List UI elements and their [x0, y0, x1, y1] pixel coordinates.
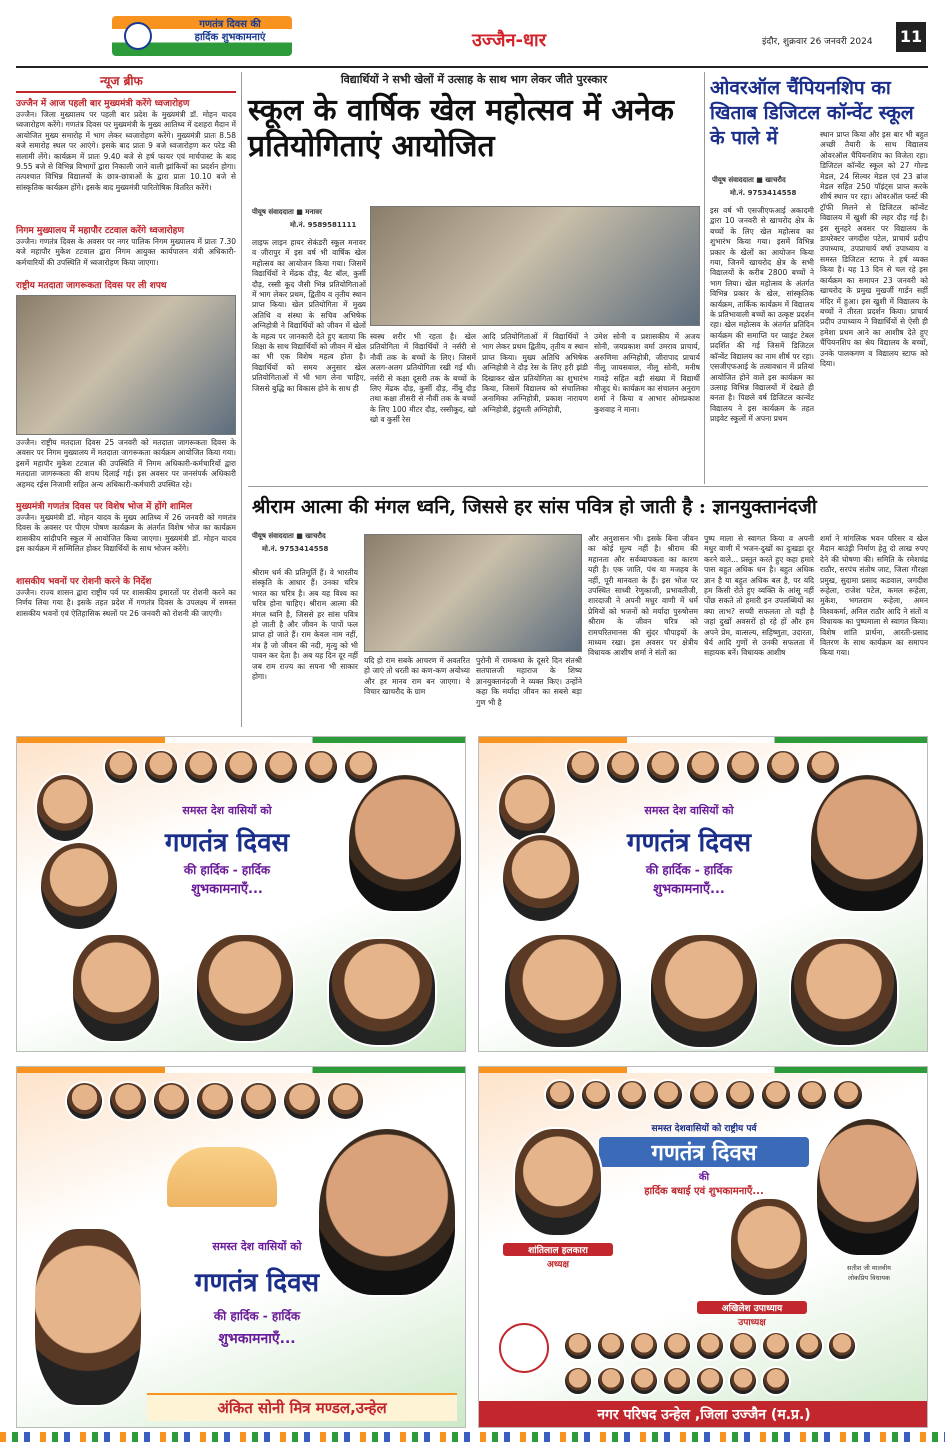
- brief-item: [16, 99, 236, 224]
- leader-portrait: [108, 1081, 147, 1121]
- sponsor-portrait: [33, 1227, 143, 1407]
- ad-sponsor: नगर परिषद उन्हेल ,जिला उज्जैन (म.प्र.): [479, 1401, 928, 1428]
- leader-portrait: [789, 937, 899, 1047]
- leader-portrait: [501, 833, 581, 923]
- councillor-portrait: [761, 1331, 791, 1361]
- page-number: 11: [896, 22, 926, 52]
- leader-portrait: [796, 1079, 828, 1111]
- story-divider: [248, 486, 928, 487]
- voter-pledge-photo: [16, 295, 236, 435]
- leader-portraits: [103, 749, 403, 791]
- story-column: शर्मा ने मांगलिक भवन परिसर व खेल मैदान बाउंड्री निर्माण हेतु दो लाख रुपए देने की घोषणा की। समिति के रमेशचंद्र राठौर, सरपंच संतोष जाट, जिला गौरक्षा प्रमुख, सुदामा प्रसाद कडवाल, जगदीश रूहेला, राजेश पटेल, कमल रूहेला, मुकेश, भगतराम रूहेला, अमन विश्वकर्मा, अनिल राठौर आदि ने संतों व विधायक का पुष्पमाला से स्वागत किया। विशेष शांति प्रार्थना, आरती-प्रसाद वितरण के साथ कार्यक्रम का समापन किया गया।: [820, 534, 928, 658]
- councillor-portrait: [695, 1331, 725, 1361]
- story-championship-headline: ओवरऑल चैंपियनशिप का खिताब डिजिटल कॉन्वेंट स्कूल के पाले में: [710, 77, 914, 149]
- leader-portrait: [35, 773, 95, 843]
- section-title: उज्जैन-धार: [472, 30, 547, 51]
- story-column: स्वस्थ शरीर भी रहता है। खेल प्रतियोगिता में विद्यार्थियों ने नर्सरी से नौवीं तक के बच्चों के लिए। जिसमें अलग-अलग प्रतियोगिता रखी गई थी। नर्सरी से कक्षा दूसरी तक के बच्चों के लिए मेंढक दौड़, कुर्सी दौड़, नींबू दौड़ तथा कक्षा तीसरी से नौवीं तक के बच्चों के लिए 100 मीटर दौड़, रस्सीकूद, खो खो व कुर्सी रेस: [370, 332, 476, 425]
- masthead-greeting: [170, 18, 290, 44]
- story-phone: मो.नं. 9589581111: [290, 221, 357, 229]
- leader-portrait: [805, 749, 841, 785]
- leader-portrait: [649, 933, 759, 1049]
- councillor-portrait: [662, 1331, 692, 1361]
- leader-portrait: [71, 933, 161, 1043]
- story-kicker: विद्यार्थियों ने सभी खेलों में उत्साह के साथ भाग लेकर जीते पुरस्कार: [340, 73, 608, 86]
- story-headline: स्कूल के वार्षिक खेल महोत्सव में अनेक प्रतियोगिताएं आयोजित: [248, 93, 674, 164]
- councillor-portrait: [761, 1366, 791, 1396]
- tricolor-stripe: [17, 737, 465, 743]
- brief-body: उज्जैन। मुख्यमंत्री डॉ. मोहन यादव के मुख्य आतिथ्य में 26 जनवरी को गणतंत्र दिवस के अवसर पर पीएम पोषण कार्यक्रम के अंतर्गत विशेष भोज का कार्यक्रम शासकीय सांदीपनि स्कूल में आयोजित किया जाएगा। मुख्यमंत्री डॉ. मोहन यादव इस कार्यक्रम में सम्मिलित होकर विद्यार्थियों के साथ भोजन करेंगे।: [16, 513, 236, 554]
- republic-day-ad: [16, 1066, 466, 1428]
- leader-portrait: [195, 1081, 234, 1121]
- leader-portrait: [103, 749, 139, 785]
- column-divider: [704, 72, 705, 484]
- story-column: श्रीराम धर्म की प्रतिमूर्ति हैं। वे भारतीय संस्कृति के आधार हैं। उनका चरित्र भारत का चरित्र है। अब यह विश्व का चरित्र होना चाहिए। श्रीराम आत्मा की मंगल ध्वनि है, जिससे हर सांस पवित्र हो जाती है और जीवन के पापों फल प्राप्त हो जाते हैं। राम केवल नाम नहीं, मंत्र है जो जीवन की नदी, मृत्यु को भी पावन कर देता है। अब यह दिन दूर नहीं जब राम राज्य का सपना भी साकार होगा।: [252, 568, 358, 682]
- leader-portraits: [65, 1081, 365, 1127]
- republic-day-ad: [16, 736, 466, 1052]
- nagar-parishad-ad: [478, 1066, 928, 1428]
- leader-portrait: [263, 749, 299, 785]
- news-brief-label: न्यूज ब्रीफ: [16, 72, 236, 93]
- ad-line-2: की हार्दिक - हार्दिक: [213, 1309, 301, 1323]
- ashoka-chakra-icon: [124, 22, 152, 50]
- leader-portrait: [343, 749, 379, 785]
- councillor-portrait: [827, 1331, 857, 1361]
- leader-portrait: [239, 1081, 278, 1121]
- chairman-role: अध्यक्ष: [547, 1260, 569, 1270]
- councillor-portrait: [728, 1331, 758, 1361]
- councillor-portrait: [596, 1331, 626, 1361]
- ad-line-2: की: [698, 1172, 710, 1183]
- leader-portrait: [152, 1081, 191, 1121]
- ad-line-2: की हार्दिक - हार्दिक: [645, 863, 733, 877]
- greeting-line-1: गणतंत्र दिवस की: [199, 19, 261, 30]
- ad-line-3: शुभकामनाएँ...: [218, 1331, 296, 1347]
- brief-body: उज्जैन। राष्ट्रीय मतदाता दिवस 25 जनवरी को मतदाता जागरूकता दिवस के अवसर पर निगम मुख्यालय में मतदाता जागरूकता कार्यक्रम आयोजित किया गया। इसमें महापौर मुकेश टटवाल की उपस्थिति में निगम अधिकारी-कर्मचारियों द्वारा मतदाता जागरूकता की शपथ दिलाई गई। इस अवसर पर जनसंपर्क अधिकारी अहमद रईस निजामी सहित अन्य अधिकारी-कर्मचारी उपस्थित रहे।: [16, 438, 236, 489]
- story-byline: पीयूष संवाददाता ■ खाचरौद: [712, 176, 786, 184]
- ad-title: गणतंत्र दिवस: [194, 1268, 320, 1298]
- leader-portrait: [724, 1079, 756, 1111]
- councillor-portrait: [662, 1366, 692, 1396]
- sports-event-photo: [370, 206, 700, 326]
- leader-portrait: [282, 1081, 321, 1121]
- ad-line-3: शुभकामनाएँ...: [653, 882, 725, 897]
- mla-name: सतीश जी मालवीय: [847, 1264, 891, 1272]
- news-brief-column: [16, 72, 236, 727]
- story-column: पुष्प माला से स्वागत किया व अपनी मधुर वाणी में भजन-दुखों का दुःखड़ा दूर करने वाले... प्रस्तुत करते हुए कहा हमारे पास बहुत अधिक धन है। बहुत अधिक ज्ञान है या बहुत अधिक बल है, पर यदि हम किसी रोते हुए व्यक्ति के आंसू नहीं पोंछ सकते तो हमारी इन उपलब्धियों का क्या लाभ? सच्ची सफलता तो यही है जहां दुखों अवसरों हो रहे हों और हम अपने प्रेम, वात्सल्य, सहिष्णुता, उदारता, धैर्य आदि गुणों से उनकी सफलता में सहायक बनें। विधायक आशीष: [704, 534, 814, 658]
- ad-line-1: समस्त देशवासियों को राष्ट्रीय पर्व: [651, 1124, 757, 1134]
- story-column: पुरोनी में रामकथा के दूसरे दिन संतश्री सतपालजी महाराज के शिष्य ज्ञानयुक्तानंदजी ने व्यक्त किए। उन्होंने कहा कि मर्यादा जीवन का सबसे बड़ा गुण भी है: [476, 656, 582, 707]
- leader-portrait: [645, 749, 681, 785]
- leader-portrait: [544, 1079, 576, 1111]
- story-phone: मो.नं. 9753414558: [262, 545, 329, 553]
- tricolor-stripe: [17, 1067, 465, 1073]
- leader-portrait: [65, 1081, 104, 1121]
- leader-portrait: [195, 933, 295, 1043]
- councillor-portrait: [596, 1366, 626, 1396]
- leader-portrait: [303, 749, 339, 785]
- ad-line-3: शुभकामनाएँ...: [191, 882, 263, 897]
- brief-item: [16, 577, 236, 640]
- municipal-seal-icon: [499, 1323, 549, 1373]
- leader-portrait: [685, 749, 721, 785]
- leader-portrait: [580, 1079, 612, 1111]
- greeting-line-2: हार्दिक शुभकामनाएं: [194, 32, 266, 43]
- leader-portraits: [489, 1079, 919, 1117]
- story-sports-festival: [248, 72, 700, 165]
- councillor-portrait: [629, 1366, 659, 1396]
- leader-portrait: [605, 749, 641, 785]
- leader-portrait: [765, 749, 801, 785]
- leader-portrait: [497, 773, 557, 843]
- ad-line-1: समस्त देश वासियों को: [644, 804, 734, 817]
- leader-portrait: [832, 1079, 864, 1111]
- red-fort-illustration: [167, 1147, 277, 1207]
- councillor-portrait: [728, 1366, 758, 1396]
- brief-heading: मुख्यमंत्री गणतंत्र दिवस पर विशेष भोज में होंगे शामिल: [16, 502, 193, 512]
- republic-day-ad: [478, 736, 928, 1052]
- vice-chairman-portrait: [729, 1197, 809, 1297]
- story-column: यदि हो राम सबके आचरण में अवतरित हो जाएं तो धरती का कण-कण अयोध्या और हर मानव राम बन जाएगा। ये विचार खाचरौद के ग्राम: [364, 656, 470, 697]
- ad-line-1: समस्त देश वासियों को: [212, 1240, 302, 1253]
- brief-heading: राष्ट्रीय मतदाता जागरूकता दिवस पर ली शपथ: [16, 281, 167, 291]
- chairman-name: शांतिलाल हलकारा: [503, 1243, 613, 1256]
- brief-item: [16, 226, 236, 279]
- brief-body: उज्जैन। जिला मुख्यालय पर पहली बार प्रदेश के मुख्यमंत्री डॉ. मोहन यादव ध्वजारोहण करेंगे। गणतंत्र दिवस पर मुख्यमंत्री के मुख्य आतिथ्य में दशहरा मैदान में आयोजित मुख्य समारोह में भाग लेकर ध्वजारोहण करेंगे। मुख्यमंत्री प्रातः 8.58 बजे समारोह स्थल पर आएंगे। इसके बाद प्रातः 9 बजे ध्वजारोहण कर परेड की सलामी लेंगे। कार्यक्रम में प्रातः 9.40 बजे से हर्ष फायर एवं मार्चपास्ट के बाद 9.55 बजे से विभिन्न विभागों द्वारा निकाली जाने वाली झांकियों का प्रदर्शन होगा। तत्पश्चात विभिन्न विद्यालयों के छात्र-छात्राओं के द्वारा प्रातः 10.10 बजे से सांस्कृतिक कार्यक्रम होंगे। इसके बाद मुख्यमंत्री पारितोषिक वितरित करेंगे।: [16, 110, 236, 192]
- tricolor-stripe: [479, 1067, 927, 1073]
- leader-portrait: [688, 1079, 720, 1111]
- leader-portraits: [565, 749, 865, 791]
- leader-portrait: [725, 749, 761, 785]
- chairman-portrait: [513, 1127, 603, 1237]
- story-shriram-headline: श्रीराम आत्मा की मंगल ध्वनि, जिससे हर सांस पवित्र हो जाती है : ज्ञानयुक्तानंदजी: [252, 496, 817, 518]
- ad-title: गणतंत्र दिवस: [599, 1137, 809, 1167]
- leader-portrait: [565, 749, 601, 785]
- masthead-rule: [16, 66, 928, 68]
- main-leader-portrait: [347, 773, 463, 913]
- story-column: उमेश सोनी व प्रशासकीय में अजय सोनी, जयप्रकाश वर्मा उमराव प्राचार्य, अरुणिमा अग्निहोत्री, जीरापाद प्राचार्य नीलू जायसवाल, नीलू सोनी, मनीष गावड़े सहित बड़ी संख्या में विद्यार्थी मौजूद थे। कार्यक्रम का संचालन अनुराग शर्मा ने किया व आभार ओमप्रकाश कुशवाह ने माना।: [594, 332, 700, 414]
- councillor-portraits: [563, 1331, 863, 1397]
- story-byline: पीयूष संवाददाता ■ खाचरौद: [252, 532, 326, 540]
- leader-portrait: [760, 1079, 792, 1111]
- councillor-portrait: [629, 1331, 659, 1361]
- story-phone: मो.नं. 9753414558: [730, 189, 797, 197]
- leader-portrait: [143, 749, 179, 785]
- brief-heading: निगम मुख्यालय में महापौर टटवाल करेंगे ध्वजारोहण: [16, 226, 184, 236]
- vice-chairman-role: उपाध्यक्ष: [738, 1318, 766, 1328]
- leader-portrait: [223, 749, 259, 785]
- brief-heading: शासकीय भवनों पर रोशनी करने के निर्देश: [16, 577, 152, 587]
- brief-item: [16, 502, 236, 575]
- mla-portrait: [815, 1117, 921, 1257]
- brief-heading: उज्जैन में आज पहली बार मुख्यमंत्री करेंगे ध्वजारोहण: [16, 99, 190, 109]
- brief-item: [16, 281, 236, 500]
- councillor-portrait: [695, 1366, 725, 1396]
- story-column: इस वर्ष भी एसजीएफआई अकादमी द्वारा 10 जनवरी से खाचरोद क्षेत्र के बच्चों के लिए खेल महोत्सव का शुभारंभ किया गया। इसमें विभिन्न प्रकार के खेलों का आयोजन किया गया, जिनमें खाचरोद क्षेत्र के सभी विद्यालयों के करीब 2800 बच्चों ने भाग लिया। खेल महोत्सव के अंतर्गत विभिन्न प्रकार के खेल, सांस्कृतिक कार्यक्रम, तार्किक कार्यक्रम में विद्यालय के प्रतिभावाली बच्चों का उत्कृष्ट प्रदर्शन रहा। खेल महोत्सव के अंतर्गत प्रतिदिन कार्यक्रम की समाप्ति पर प्वाइंट टेबल प्रदर्शित की गई जिसमें डिजिटल कॉन्वेंट विद्यालय का नाम शीर्ष पर रहा। एसजीएफआई के तत्वावधान में प्रतियां आयोजित होने वाले इस कार्यक्रम का उत्साह विभिन्न विद्यालयों में देखते ही बनता है। पिछले वर्ष डिजिटल कान्वेंट विद्यालय ने इस कार्यक्रम के तहत प्राइवेट स्कूलों में अपना प्रथम: [710, 206, 814, 424]
- main-leader-portrait: [809, 773, 925, 913]
- ad-line-3: हार्दिक बधाई एवं शुभकामनाएँ...: [644, 1186, 764, 1197]
- leader-portrait: [183, 749, 219, 785]
- column-divider: [241, 72, 242, 727]
- footer-border: [0, 1432, 945, 1442]
- tricolor-stripe: [479, 737, 927, 743]
- katha-event-photo: [364, 534, 582, 652]
- ad-title: गणतंत्र दिवस: [626, 828, 752, 858]
- story-column: लाइफ लाइन हायर सेकंडरी स्कूल मनावर व जीरापुर में इस वर्ष भी वार्षिक खेल महोत्सव का आयोजन किया गया। जिसमें विद्यार्थियों ने मेंढक दौड़, बैट बॉल, कुर्सी दौड़, रस्सी कूद जैसी भिन्न प्रतियोगिताओं में भाग लेकर प्रथम, द्वितीय व तृतीय स्थान प्राप्त किया। खेल प्रतियोगिता में मुख्य अतिथि व संस्था के सचिव अभिषेक अग्निहोत्री ने विद्यार्थियों को जीवन में खेलों के महत्व पर जानकारी देते हुए बताया कि शिक्षा के साथ विद्यार्थियों को जीवन में खेल का भी एक विशेष महत्व होता है। विद्यार्थियों को समय अनुसार खेल प्रतियोगिताओं में भी भाग लेना चाहिए, जिससे बुद्धि का विकास होने के साथ ही: [252, 238, 366, 393]
- councillor-portrait: [794, 1331, 824, 1361]
- story-byline: पीयूष संवाददाता ■ मनावर: [252, 208, 322, 216]
- ad-line-1: समस्त देश वासियों को: [182, 804, 272, 817]
- story-column: और अनुशासन भी। इसके बिना जीवन का कोई मूल्य नहीं है। श्रीराम की महानता और सर्वव्यापकता का कारण यही है। एक जाति, पंथ या मजहब के नहीं, पूरी मानवता के हैं। इस भोज पर उपस्थित साध्वी रेणुकाजी, प्रभावतीजी, शारदाजी ने अपनी मधुर वाणी में धर्म प्रेमियों को भजनों को मर्यादा पुरुषोत्तम श्रीराम के जीवन चरित्र को रामचरितमानस की सुंदर चौपाइयों के माध्यम रखा। इस अवसर पर क्षेत्रीय विधायक आशीष शर्मा ने संतों का: [588, 534, 698, 658]
- mla-role: लोकप्रिय विधायक: [847, 1274, 891, 1282]
- ad-title: गणतंत्र दिवस: [164, 828, 290, 858]
- councillor-portrait: [563, 1331, 593, 1361]
- leader-portrait: [327, 937, 437, 1047]
- leader-portrait: [503, 933, 623, 1049]
- ad-sponsor: अंकित सोनी मित्र मण्डल,उन्हेल: [147, 1393, 457, 1421]
- vice-chairman-name: अखिलेश उपाध्याय: [697, 1301, 807, 1314]
- dateline: इंदौर, शुक्रवार 26 जनवरी 2024: [762, 37, 873, 47]
- story-column: आदि प्रतियोगिताओं में विद्यार्थियों ने भाग लेकर प्रथम द्वितीय, तृतीय व स्थान प्राप्त किया। मुख्य अतिथि अभिषेक अग्निहोत्री ने दौड़ रेस के लिए हरी झंडी दिखाकर खेल प्रतियोगिता का शुभारंभ किया, जिसमें विद्यालय को संचालिका अनामिका अग्निहोत्री, प्रकाश नारायण अग्निहोत्री, इंदुमती अग्निहोत्री,: [482, 332, 588, 414]
- leader-portrait: [616, 1079, 648, 1111]
- leader-portrait: [652, 1079, 684, 1111]
- brief-body: उज्जैन। राज्य शासन द्वारा राष्ट्रीय पर्व पर शासकीय इमारतों पर रोशनी करने का निर्णय लिया गया है। इसके तहत प्रदेश में गणतंत्र दिवस के उपलक्ष्य में समस्त शासकीय भवनों एवं ऐतिहासिक स्थलों पर 26 जनवरी को रोशनी की जाएगी।: [16, 588, 236, 618]
- ad-line-2: की हार्दिक - हार्दिक: [183, 863, 271, 877]
- leader-portrait: [326, 1081, 365, 1121]
- story-column: स्थान प्राप्त किया और इस बार भी बहुत अच्छी तैयारी के साथ विद्यालय ओवरऑल चैंपियनशिप का विजेता रहा। डिजिटल कॉन्वेंट स्कूल को 27 गोल्ड मेडल, 24 सिल्वर मेडल एवं 23 ब्रांज मेडल सहित 250 पॉइंट्स प्राप्त करके शीर्ष स्थान पर रहा। ओवरऑल फर्स्ट की ट्रॉफी मिलने से डिजिटल कॉन्वेंट विद्यालय में खुशी की लहर दौड़ गई है। इस सुनहरे अवसर पर विद्यालय के डायरेक्टर जगदीश पटेल, प्राचार्य प्रदीप उपाध्याय, उपप्राचार्य वर्षा उपाध्याय व समस्त डिजिटल स्टाफ ने हर्ष व्यक्त किया है। यह 13 दिन से चल रहे इस कार्यक्रम का समापन 23 जनवरी को खाचरोद के प्रमुख मुखर्जी गार्डन सहीं मंदिर में हुआ। इस खुशी में विद्यालय के बच्चों ने तीरता प्रदर्शन किया। प्राचार्य प्रदीप उपाध्याय ने विद्यार्थियों से ऐसी ही हमेशा प्रथम आने का आशीष देते हुए चैंपियनशिप का श्रेय विद्यालय के बच्चों, उनके पालकगण व विद्यालय स्टाफ को दिया।: [820, 130, 928, 368]
- councillor-portrait: [563, 1366, 593, 1396]
- brief-body: उज्जैन। गणतंत्र दिवस के अवसर पर नगर पालिक निगम मुख्यालय में प्रातः 7.30 बजे महापौर मुकेश टटवाल द्वारा निगम आयुक्त कार्यपालन यंत्री अधिकारी-कर्मचारियों की उपस्थिति में ध्वजारोहण किया जाएगा।: [16, 237, 236, 267]
- leader-portrait: [39, 841, 119, 931]
- masthead: [0, 0, 945, 74]
